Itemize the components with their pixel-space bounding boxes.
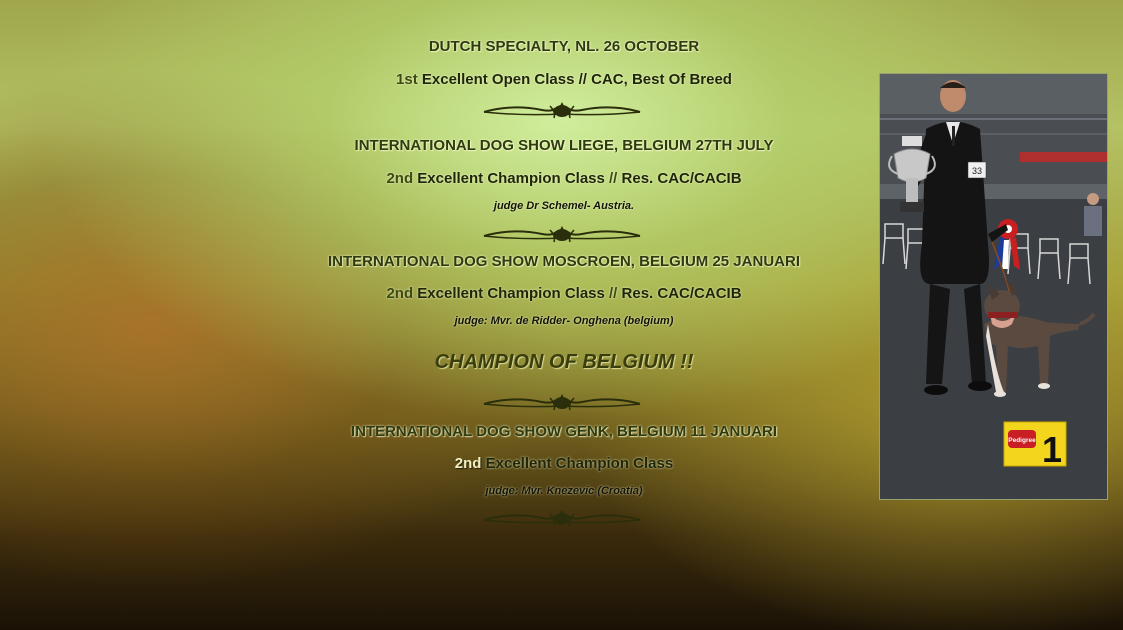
show-title: INTERNATIONAL DOG SHOW MOSCROEN, BELGIUM 25 JANUARI xyxy=(328,253,800,270)
armband-number: 33 xyxy=(971,166,983,176)
award-text: Res. CAC/CACIB xyxy=(621,285,742,302)
placing: 1st xyxy=(396,71,418,88)
sign-brand: Pedigree xyxy=(1008,437,1036,444)
separator: // xyxy=(609,285,618,302)
sign-number: 1 xyxy=(1041,429,1063,470)
show-title: DUTCH SPECIALTY, NL. 26 OCTOBER xyxy=(428,38,700,55)
ornament-divider xyxy=(482,392,642,414)
result-text: Excellent Open Class // CAC, Best Of Breed xyxy=(421,71,732,88)
judge-text: judge: Mvr. de Ridder- Onghena (belgium) xyxy=(454,315,674,327)
result-text: Excellent Champion Class xyxy=(485,455,674,472)
show-title: INTERNATIONAL DOG SHOW GENK, BELGIUM 11 JANUARI xyxy=(350,423,778,440)
show-photo xyxy=(879,73,1108,500)
photo-scene xyxy=(880,74,1107,499)
show-result xyxy=(300,455,828,472)
judge-text: judge: Mvr. Knezevic (Croatia) xyxy=(485,485,643,497)
show-result xyxy=(300,285,828,302)
show-title: INTERNATIONAL DOG SHOW LIEGE, BELGIUM 27TH JULY xyxy=(354,137,774,154)
result-text: Excellent Champion Class xyxy=(417,170,605,187)
ornament-divider xyxy=(482,224,642,246)
result-text: Excellent Champion Class xyxy=(417,285,605,302)
placing: 2nd xyxy=(386,170,414,187)
placing: 2nd xyxy=(454,455,482,472)
award-text: Res. CAC/CACIB xyxy=(621,170,742,187)
ornament-divider xyxy=(482,508,642,530)
champion-title: CHAMPION OF BELGIUM !! xyxy=(434,351,694,373)
separator: // xyxy=(609,170,618,187)
show-result xyxy=(300,170,828,187)
judge-text: judge Dr Schemel- Austria. xyxy=(493,200,635,212)
placing: 2nd xyxy=(386,285,414,302)
ornament-divider xyxy=(482,100,642,122)
show-result xyxy=(300,71,828,88)
